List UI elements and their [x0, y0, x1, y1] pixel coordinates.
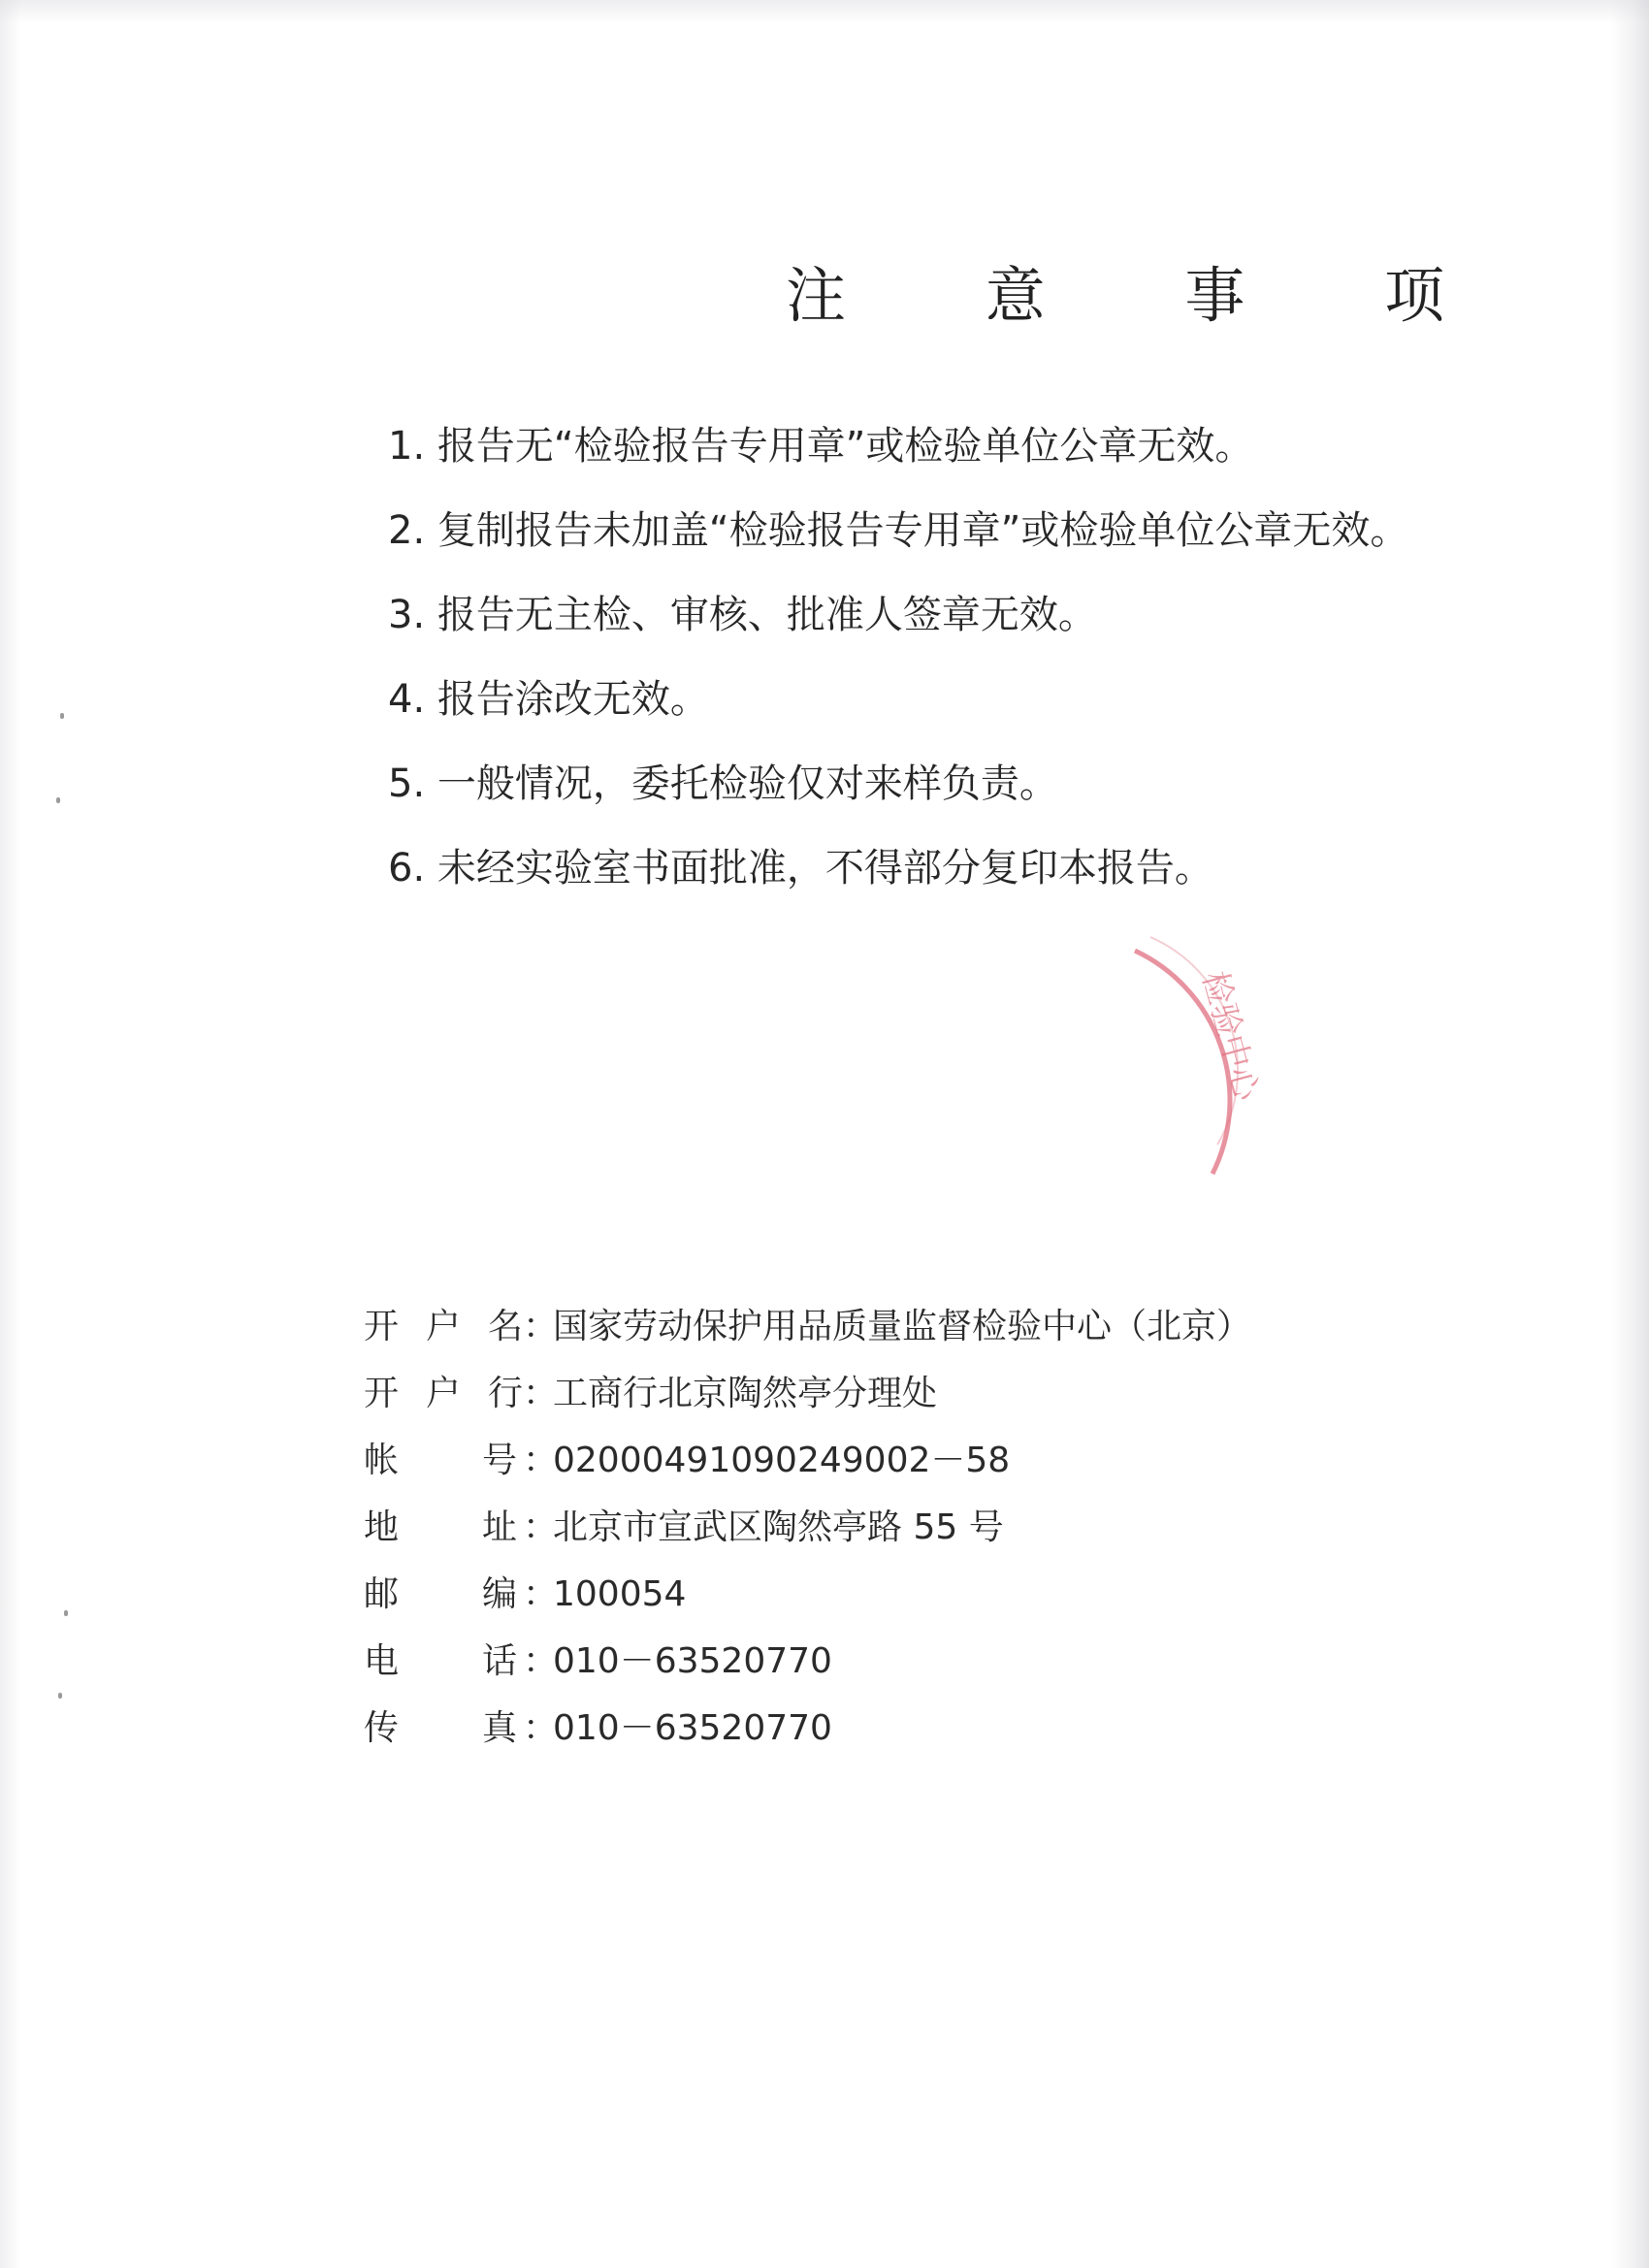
label-char: 编	[482, 1574, 518, 1614]
address-value: 北京市宣武区陶然亭路 55 号	[553, 1507, 1004, 1547]
label-char: 电	[364, 1641, 400, 1681]
scan-speck	[64, 1610, 68, 1616]
label-char: 户	[426, 1374, 462, 1413]
note-item: 5. 一般情况，委托检验仅对来样负责。	[388, 761, 1058, 806]
label-char: 帐	[364, 1441, 400, 1480]
note-item: 4. 报告涂改无效。	[388, 677, 709, 722]
note-item: 6. 未经实验室书面批准，不得部分复印本报告。	[388, 846, 1213, 891]
label-char: 地	[364, 1507, 400, 1547]
scan-edge-left	[0, 0, 21, 2268]
label-colon: ：	[523, 1374, 559, 1413]
scan-speck	[60, 713, 64, 719]
account-number-value: 02000491090249002－58	[553, 1441, 1011, 1480]
scan-edge-right	[1610, 0, 1649, 2268]
label-char: 传	[364, 1708, 400, 1748]
scan-edge-top	[0, 0, 1649, 23]
postcode-value: 100054	[553, 1574, 687, 1614]
note-item: 2. 复制报告未加盖“检验报告专用章”或检验单位公章无效。	[388, 508, 1409, 553]
label-char: 名	[488, 1307, 524, 1346]
scan-speck	[56, 797, 60, 803]
bank-value: 工商行北京陶然亭分理处	[553, 1374, 938, 1413]
fax-value: 010－63520770	[553, 1708, 832, 1748]
seal-stamp	[1018, 805, 1426, 1213]
label-colon: ：	[523, 1574, 559, 1614]
label-colon: ：	[523, 1441, 559, 1480]
label-char: 邮	[364, 1574, 400, 1614]
label-char: 户	[426, 1307, 462, 1346]
label-char: 真	[482, 1708, 518, 1748]
label-char: 开	[364, 1374, 400, 1413]
note-item: 1. 报告无“检验报告专用章”或检验单位公章无效。	[388, 424, 1254, 469]
page-title: 注 意 事 项	[786, 260, 1505, 331]
account-name-value: 国家劳动保护用品质量监督检验中心（北京）	[553, 1307, 1252, 1346]
note-item: 3. 报告无主检、审核、批准人签章无效。	[388, 593, 1097, 637]
label-colon: ：	[523, 1641, 559, 1681]
seal-text: 检验中心	[1194, 966, 1267, 1105]
label-char: 开	[364, 1307, 400, 1346]
label-colon: ：	[523, 1307, 559, 1346]
label-char: 址	[482, 1507, 518, 1547]
phone-value: 010－63520770	[553, 1641, 832, 1681]
label-char: 号	[482, 1441, 518, 1480]
label-colon: ：	[523, 1507, 559, 1547]
scan-speck	[58, 1693, 62, 1699]
label-char: 行	[488, 1374, 524, 1413]
label-char: 话	[482, 1641, 518, 1681]
label-colon: ：	[523, 1708, 559, 1748]
